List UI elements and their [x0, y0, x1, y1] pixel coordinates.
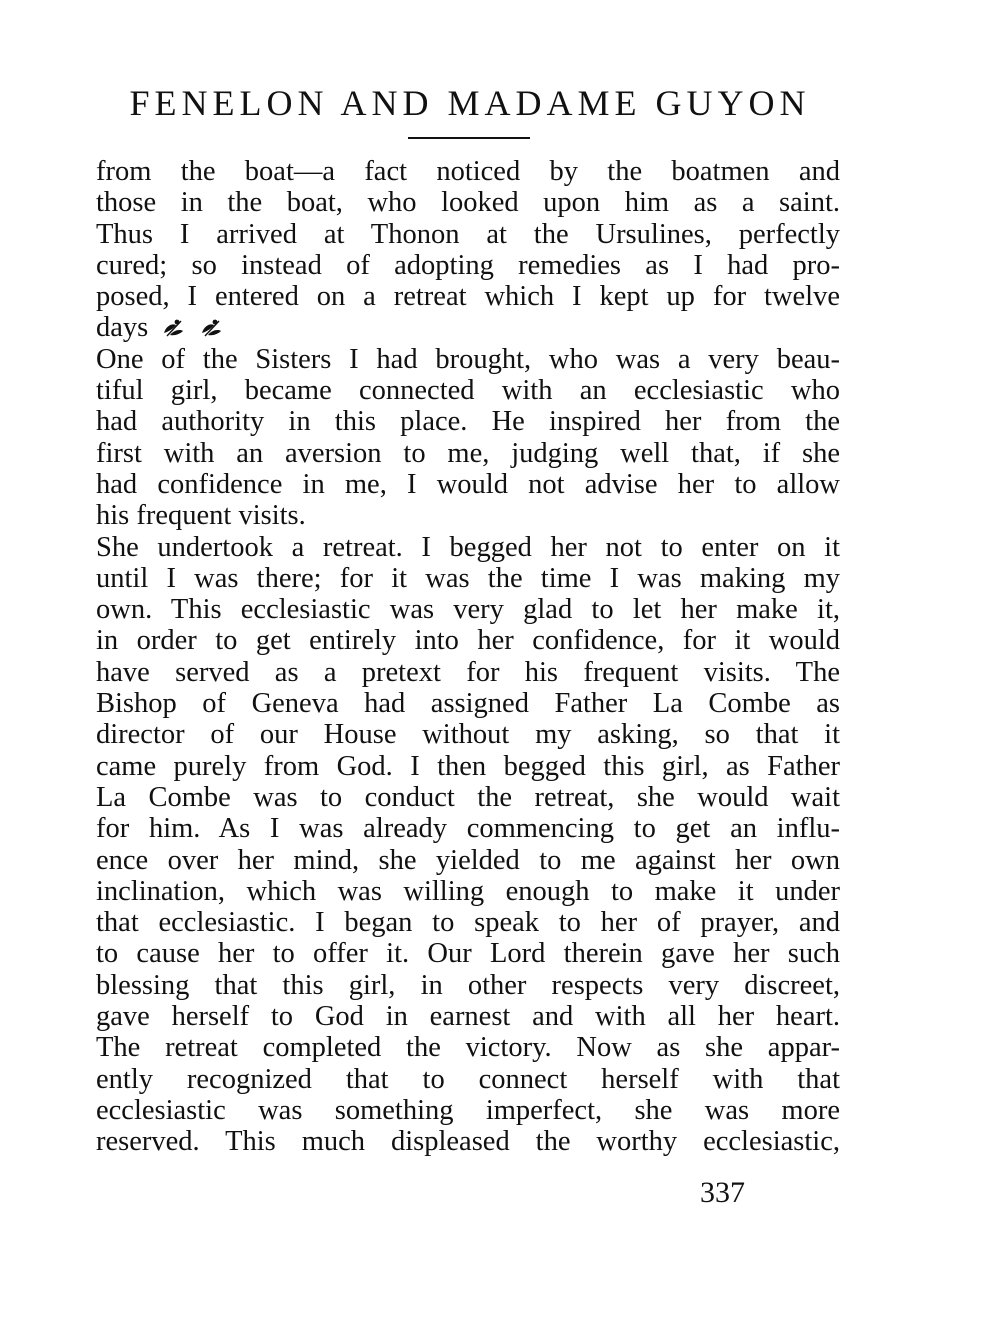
text-line: that ecclesiastic. I began to speak to her of prayer, and [96, 907, 840, 939]
text-line: his frequent visits. [96, 500, 306, 532]
text-line: She undertook a retreat. I begged her not to enter on it [96, 531, 840, 563]
text-line: reserved. This much displeased the worthy ecclesiastic, [96, 1126, 840, 1158]
text-line-with-ornaments [96, 312, 840, 343]
text-line: gave herself to God in earnest and with all her heart. [96, 1001, 840, 1033]
text-line: The retreat completed the victory. Now as she appar- [96, 1032, 840, 1064]
text-line: until I was there; for it was the time I was making my [96, 562, 840, 594]
text-line: One of the Sisters I had brought, who was a very beau- [96, 343, 840, 375]
text-line: cured; so instead of adopting remedies as I had pro- [96, 249, 840, 281]
text-line: in order to get entirely into her confidence, for it would [96, 625, 840, 657]
text-line: from the boat—a fact noticed by the boatmen and [96, 156, 840, 187]
text-line: own. This ecclesiastic was very glad to let her make it, [96, 594, 840, 626]
fleuron-icon [161, 318, 185, 338]
text-line: to cause her to offer it. Our Lord therein gave her such [96, 938, 840, 970]
text-line: Bishop of Geneva had assigned Father La Combe as [96, 688, 840, 720]
text-line: inclination, which was willing enough to make it under [96, 875, 840, 907]
text-line: those in the boat, who looked upon him as a saint. [96, 187, 840, 219]
text-line: had authority in this place. He inspired her from the [96, 406, 840, 438]
page-number: 337 [700, 1176, 745, 1209]
text-line: have served as a pretext for his frequent visits. The [96, 656, 840, 688]
text-line: director of our House without my asking, so that it [96, 719, 840, 751]
body-text [96, 156, 840, 1158]
text-line: first with an aversion to me, judging well that, if she [96, 437, 840, 469]
text-line: tiful girl, became connected with an ecclesiastic who [96, 375, 840, 407]
text-line: days [96, 312, 149, 344]
text-line: blessing that this girl, in other respects very discreet, [96, 969, 840, 1001]
running-title: FENELON AND MADAME GUYON [129, 83, 811, 123]
text-line: posed, I entered on a retreat which I kept up for twelve [96, 281, 840, 313]
fleuron-icon [199, 318, 223, 338]
header-rule [408, 137, 530, 139]
text-line: ecclesiastic was something imperfect, she was more [96, 1094, 840, 1126]
text-line: came purely from God. I then begged this girl, as Father [96, 750, 840, 782]
text-line: Thus I arrived at Thonon at the Ursulines, perfectly [96, 218, 840, 250]
text-line: La Combe was to conduct the retreat, she would wait [96, 781, 840, 813]
text-line: for him. As I was already commencing to get an influ- [96, 813, 840, 845]
text-line: ence over her mind, she yielded to me against her own [96, 844, 840, 876]
text-line: had confidence in me, I would not advise her to allow [96, 468, 840, 500]
text-line: ently recognized that to connect herself with that [96, 1063, 840, 1095]
